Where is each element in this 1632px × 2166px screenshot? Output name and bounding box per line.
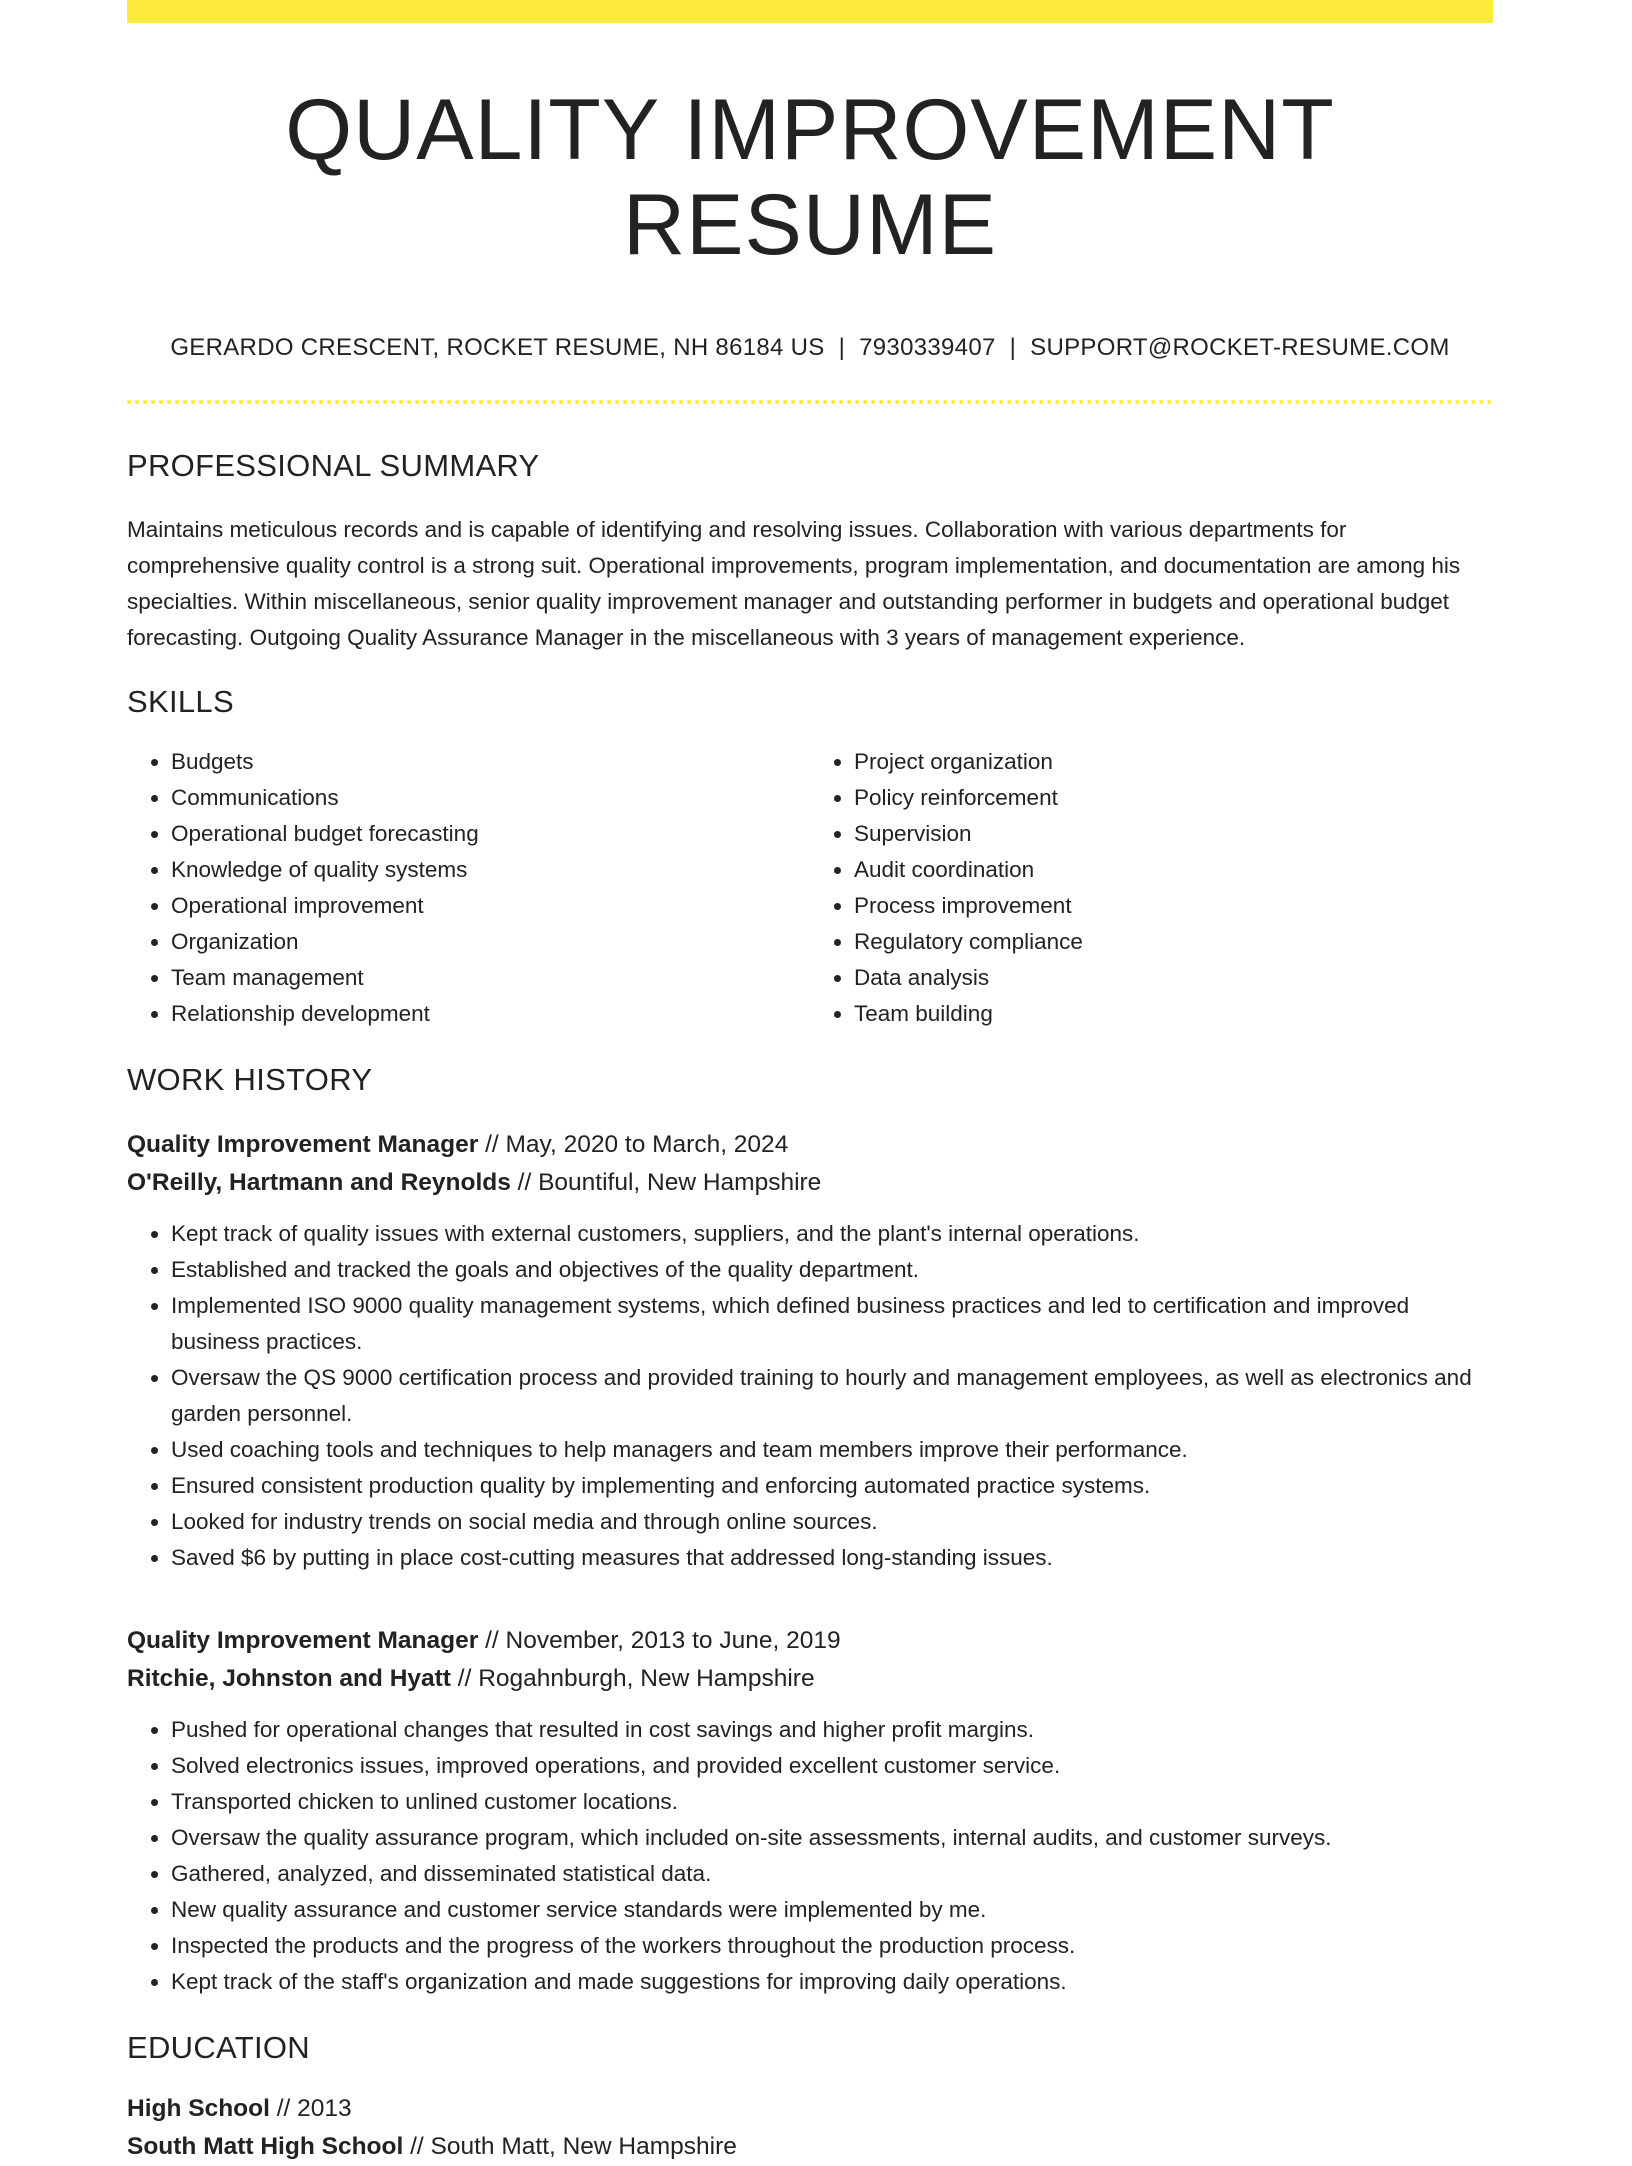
contact-phone: 7930339407 [859,334,996,362]
contact-separator: | [1009,334,1017,362]
job-bullet: • New quality assurance and customer service standards were implemented by me. [171,1892,1493,1928]
skill-item: • Process improvement [854,888,1493,924]
skill-item: • Data analysis [854,960,1493,996]
education-location: // South Matt, New Hampshire [410,2133,737,2161]
job-bullet: • Ensured consistent production quality by implementing and enforcing automated practice systems. [171,1468,1493,1504]
contact-line [127,334,1493,362]
education-year: // 2013 [276,2095,352,2123]
job-entry [127,1622,1493,2000]
job-bullets [127,1216,1493,1576]
skill-item: • Organization [171,924,810,960]
job-bullet: • Pushed for operational changes that resulted in cost savings and higher profit margins. [171,1712,1493,1748]
contact-separator: | [838,334,846,362]
job-bullet: • Implemented ISO 9000 quality management systems, which defined business practices and led to certification and improved business practices. [171,1288,1493,1360]
skills-list-right [810,744,1493,1032]
job-bullet: • Oversaw the quality assurance program, which included on-site assessments, internal audits, and customer surveys. [171,1820,1493,1856]
skill-item: • Operational improvement [171,888,810,924]
resume-title: QUALITY IMPROVEMENT RESUME [285,82,1335,273]
skill-item: • Operational budget forecasting [171,816,810,852]
header-divider [127,400,1493,404]
job-title: Quality Improvement Manager [127,1627,479,1655]
skill-item: • Knowledge of quality systems [171,852,810,888]
education-school-line [127,2128,1493,2166]
education-degree: High School [127,2095,270,2123]
job-company-line [127,1164,1493,1202]
resume-page [127,0,1493,2166]
skill-item: • Team building [854,996,1493,1032]
job-bullet: • Kept track of quality issues with external customers, suppliers, and the plant's internal operations. [171,1216,1493,1252]
job-company: Ritchie, Johnston and Hyatt [127,1665,451,1693]
job-bullets [127,1712,1493,2000]
skill-item: • Relationship development [171,996,810,1032]
education-degree-line [127,2090,1493,2128]
job-dates: // May, 2020 to March, 2024 [485,1131,789,1159]
skill-item: • Supervision [854,816,1493,852]
job-bullet: • Transported chicken to unlined customer locations. [171,1784,1493,1820]
job-title: Quality Improvement Manager [127,1131,479,1159]
job-bullet: • Saved $6 by putting in place cost-cutting measures that addressed long-standing issues. [171,1540,1493,1576]
skill-item: • Audit coordination [854,852,1493,888]
job-location: // Bountiful, New Hampshire [517,1169,822,1197]
job-bullet: • Kept track of the staff's organization and made suggestions for improving daily operations. [171,1964,1493,2000]
job-dates: // November, 2013 to June, 2019 [485,1627,841,1655]
education-heading: EDUCATION [127,2030,310,2066]
job-bullet: • Inspected the products and the progress of the workers throughout the production process. [171,1928,1493,1964]
job-entry [127,1126,1493,1576]
job-company-line [127,1660,1493,1698]
job-bullet: • Oversaw the QS 9000 certification process and provided training to hourly and management employees, as well as electronics and garden personnel. [171,1360,1493,1432]
contact-email: SUPPORT@ROCKET-RESUME.COM [1030,334,1450,362]
education-entry [127,2090,1493,2166]
skill-item: • Regulatory compliance [854,924,1493,960]
skills-list-left [127,744,810,1032]
summary-text: Maintains meticulous records and is capable of identifying and resolving issues. Collaboration with various departments for comprehensive quality control is a strong suit. Operational improvements, program implementation, and documentation are among his specialties. Within miscellaneous, senior quality improvement manager and outstanding performer in budgets and operational budget forecasting. Outgoing Quality Assurance Manager in the miscellaneous with 3 years of management experience. [127,517,1461,651]
skill-item: • Team management [171,960,810,996]
job-bullet: • Used coaching tools and techniques to help managers and team members improve their performance. [171,1432,1493,1468]
job-title-line [127,1622,1493,1660]
job-title-line [127,1126,1493,1164]
skill-item: • Project organization [854,744,1493,780]
work-history-heading: WORK HISTORY [127,1062,373,1098]
job-location: // Rogahnburgh, New Hampshire [457,1665,815,1693]
skill-item: • Budgets [171,744,810,780]
education-school: South Matt High School [127,2133,404,2161]
job-bullet: • Established and tracked the goals and objectives of the quality department. [171,1252,1493,1288]
skill-item: • Policy reinforcement [854,780,1493,816]
job-bullet: • Gathered, analyzed, and disseminated statistical data. [171,1856,1493,1892]
skill-item: • Communications [171,780,810,816]
summary-heading: PROFESSIONAL SUMMARY [127,448,540,484]
skills-grid [127,744,1493,1032]
job-company: O'Reilly, Hartmann and Reynolds [127,1169,511,1197]
skills-heading: SKILLS [127,684,234,720]
contact-address: GERARDO CRESCENT, ROCKET RESUME, NH 86184 US [170,334,825,362]
job-bullet: • Looked for industry trends on social media and through online sources. [171,1504,1493,1540]
job-bullet: • Solved electronics issues, improved operations, and provided excellent customer service. [171,1748,1493,1784]
top-accent-bar [127,0,1493,23]
